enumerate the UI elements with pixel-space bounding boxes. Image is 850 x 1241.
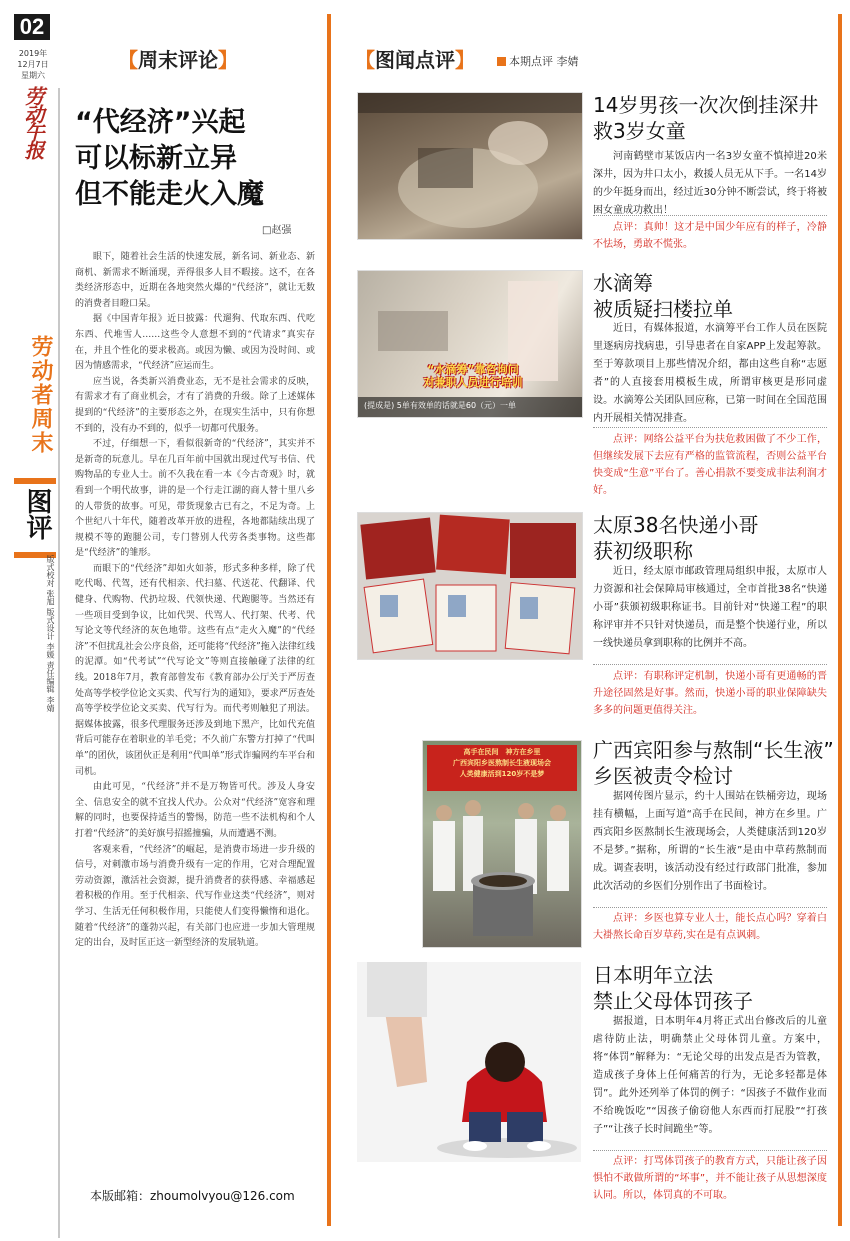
rail-divider [58, 88, 60, 1238]
news-comment-shuidichou [593, 431, 827, 499]
date-month-day: 12月7日 [17, 60, 49, 69]
comment-divider [593, 1150, 827, 1151]
rescue-scene-illustration [358, 93, 582, 239]
event-banner: 高手在民间 神方在乡里 广西宾阳乡医熬制长生液现场会 人类健康活到120岁不是梦 [427, 745, 577, 791]
reviewer-credit [497, 53, 579, 69]
section-name: 劳动者周末 [28, 335, 53, 455]
news-body-well-rescue [593, 148, 827, 220]
news-comment-courier [593, 668, 827, 719]
news-comment-well-rescue [593, 219, 827, 253]
article-headline: “代经济”兴起 可以标新立异 但不能走火入魔 [75, 107, 264, 210]
news-title-shuidichou: 水滴筹 被质疑扫楼拉单 [593, 271, 733, 321]
comment-divider [593, 215, 827, 216]
news-comment-elixir [593, 910, 827, 944]
news-body-courier [593, 563, 827, 653]
comment-text: 点评：打骂体罚孩子的教育方式，只能让孩子因惧怕不敢做所谓的“坏事”，并不能让孩子从思想深度认同。所以，体罚真的不可取。 [593, 1156, 827, 1201]
child-punishment-photo [357, 962, 581, 1162]
comment-divider [593, 427, 827, 428]
video-subtitle: (提成是) 5单有效单的话就是60（元）一单 [364, 401, 517, 410]
news-body-text: 河南鹤壁市某饭店内一名3岁女童不慎掉进20米深井，因为井口太小，救援人员无从下手。一名14岁的少年挺身而出，经过近30分钟不断尝试，终于将被困女童成功救出！ [593, 151, 827, 216]
article-paragraph: 应当说，各类新兴消费业态，无不是社会需求的反映，有需求才有了商业机会，才有了消费的升级。除了上述媒体提到的“代经济”的主要形态之外，在现实生活中，只有你想不到的，没有办不到的，似乎一切都可代服务。 [75, 376, 315, 434]
shuidichou-video-still [357, 270, 583, 418]
comment-text: 点评：网络公益平台为扶危救困做了不少工作，但继续发展下去应有严格的监管流程，否则公益平台快变成“生意”平台了。善心捐款不要变成非法利润才好。 [593, 434, 827, 496]
comment-text: 点评：乡医也算专业人士，能长点心吗？穿着白大褂熬长命百岁草药,实在是有点讽刺。 [593, 913, 827, 941]
date-weekday: 星期六 [21, 71, 45, 80]
editor-credits: 版式校对 张旭 版式设计 李媛 责任编辑 李婧 [46, 555, 55, 712]
reviewer-text: 本期点评 李婧 [509, 55, 579, 68]
article-paragraph: 眼下，随着社会生活的快速发展，新名词、新业态、新商机、新需求不断涌现，弄得很多人目不暇接。这不，在各类经济形态中，近期在各地突然火爆的“代经济”，就让无数的消费者目瞪口呆。 [75, 252, 315, 309]
page-edge-rule [838, 14, 842, 1226]
section-email[interactable]: 本版邮箱：zhoumolvyou@126.com [90, 1189, 295, 1203]
article-paragraph: 客观来看，“代经济”的崛起，是消费市场进一步升级的信号，对刺激市场与消费升级有一定的作用，它对合理配置劳动资源，激活社会资源，提升消费者的获得感、幸福感起着积极的作用。至于代相亲、代写作业这类“代经济”，则对学习、生活无任何积极作用，只能使人们变得懒惰和退化。随着“代经济”的蓬勃兴起，有关部门也应进一步加大管理规定的出台，及时匡正这一新型经济的发展轨道。 [75, 844, 315, 949]
news-body-text: 据报道，日本明年4月将正式出台修改后的儿童虐待防止法，明确禁止父母体罚儿童。方案中，将“体罚”解释为：“无论父母的出发点是否为管教，造成孩子身体上任何痛苦的行为，无论多轻都是体罚”。此外还列举了体罚的例子：“因孩子不做作业而不给晚饭吃”“因孩子偷窃他人东西而打屁股”“打孩子”“让孩子长时间跪坐”等。 [593, 1016, 827, 1135]
news-body-japan [593, 1013, 827, 1139]
header-text: 图闻点评 [375, 48, 455, 72]
picture-news-header: 【图闻点评】 [355, 48, 475, 72]
weekend-commentary-header: 【周末评论】 [118, 48, 238, 72]
article-body [75, 250, 315, 952]
news-body-text: 近日，经太原市邮政管理局组织申报，太原市人力资源和社会保障局审核通过，全市首批38名“快递小哥”获颁初级职称证书。目前针对“快递工程”的职称评审并不只针对快递员，而是整个快递行业，所以一线快递员拿到职称的比例并不高。 [593, 566, 827, 649]
certificates-illustration [358, 513, 582, 659]
comment-divider [593, 664, 827, 665]
comment-text: 点评：真帅！这才是中国少年应有的样子，冷静不怯场，勇敢不慌张。 [593, 222, 827, 250]
elixir-brewing-photo [422, 740, 582, 948]
news-title-japan: 日本明年立法 禁止父母体罚孩子 [593, 963, 753, 1013]
column-divider [327, 14, 331, 1226]
comment-divider [593, 907, 827, 908]
article-paragraph: 由此可见，“代经济”并不是万物皆可代。涉及人身安全、信息安全的就不宜找人代办。公众对“代经济”宽容和理解的同时，也要保持适当的警惕，防范一些不法机构和个人打着“代经济”的美好旗号招摇撞骗，从而遭遇不测。 [75, 782, 315, 839]
news-comment-japan [593, 1153, 827, 1204]
article-paragraph: 不过，仔细想一下，看似很新奇的“代经济”，其实并不是新奇的玩意儿。早在几百年前中国就出现过代写书信、代购物品的专业人士。前不久我在看一本《今古奇观》时，就看到一个明代故事，讲的是一个行走江湖的商人替十里八乡的人带货的故事。可见，带货现象古已有之，不足为奇。上个世纪八十年代，随着改革开放的进程，各地都陆续出现了规模不等的跑腿公司，专门替别人代劳各类事物。这些都是“代经济”的雏形。 [75, 439, 315, 559]
well-rescue-photo [357, 92, 583, 240]
article-paragraph: 据《中国青年报》近日披露：代遛狗、代取东西、代吃东西、代堆雪人……这些令人意想不到的“代请求”真实存在，并且个性化的要求极高。或因为懒、或因为没时间、或因为情感需求，“代经济”应运而生。 [75, 314, 315, 372]
issue-date [10, 48, 56, 81]
news-body-shuidichou [593, 320, 827, 428]
section-subname: 图评 [14, 478, 56, 558]
article-paragraph: 而眼下的“代经济”却如火如荼，形式多种多样，除了代吃代喝、代驾，还有代相亲、代扫墓、代送花、代翻译、代健身、代购物、代扔垃圾、代领快递、代跑腿等。当然还有一些项目受到争议，比如代哭、代骂人、代打架、代考、代写论文等代经济的灰色地带。这些有点“走火入魔”的“代经济”不但扰乱社会公序良俗，还可能将“代经济”拖入法律红线的泥潭。如“代考试”“代写论文”等则直接触碰了法律的红线。2018年7月，教育部曾发布《教育部办公厅关于严厉查处高等学校学位论文买卖、代写行为的通知》，要求严厉查处高等学校学位论文买卖、代写行为。而代考则触犯了刑法。据媒体披露，很多代理服务还涉及到地下黑产，比如代充值背后可能存在着职业的羊毛党；不久前广东警方打掉了“代叫单”的团伙，该团伙正是利用“代叫单”形式诈骗网约车平台和司机。 [75, 563, 315, 777]
news-body-text: 据网传图片显示，约十人围站在铁桶旁边，现场挂有横幅，上面写道“高手在民间，神方在乡里。广西宾阳乡医熬制长生液现场会，人类健康活到120岁不是梦。”据称，所谓的“长生液”是由中草药熬制而成。调查表明，该活动没有经过行政部门批准，参加此次活动的乡医们分别作出了书面检讨。 [593, 791, 827, 892]
paper-logo: 劳动午报 [21, 86, 45, 158]
comment-text: 点评：有职称评定机制，快递小哥有更通畅的晋升途径固然是好事。然而，快递小哥的职业保障缺失多多的问题更值得关注。 [593, 671, 827, 716]
video-overlay-text: “水滴筹”靠咨询问 对兼职人员进行培训 [423, 363, 523, 389]
square-icon [497, 57, 506, 66]
courier-certificates-photo [357, 512, 583, 660]
news-title-elixir: 广西宾阳参与熬制“长生液” 乡医被责令检讨 [593, 738, 834, 788]
video-scene-illustration [358, 271, 582, 417]
child-scene-illustration [357, 962, 581, 1162]
page-number: 02 [14, 14, 50, 40]
header-text: 周末评论 [138, 48, 218, 72]
news-title-courier: 太原38名快递小哥 获初级职称 [593, 513, 759, 563]
article-byline: □赵强 [262, 225, 292, 236]
news-body-elixir [593, 788, 827, 896]
date-year: 2019年 [18, 49, 48, 58]
news-body-text: 近日，有媒体报道，水滴筹平台工作人员在医院里逐病房找病患，引导患者在自家APP上发起筹款。至于筹款项目上那些情况介绍，都由这些自称“志愿者”的人直接套用模板生成，所谓审核更是形同虚设。水滴筹公关团队回应称，已第一时间在全国范围内开展相关情况排查。 [593, 323, 827, 424]
news-title-well-rescue: 14岁男孩一次次倒挂深井 救3岁女童 [593, 93, 819, 143]
